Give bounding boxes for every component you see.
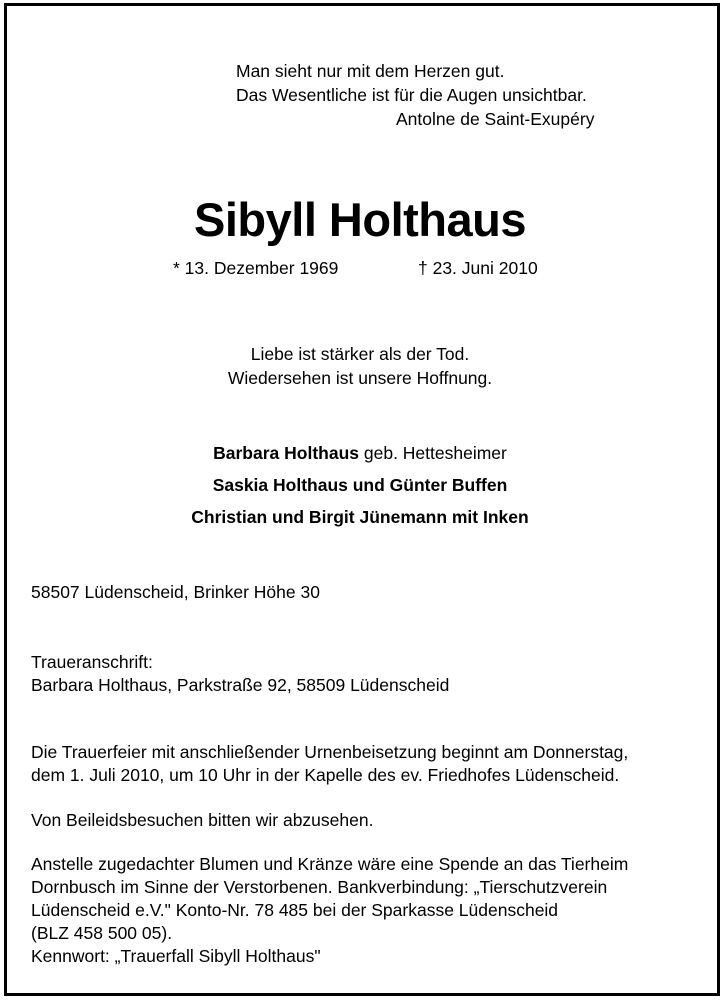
ceremony-line: Die Trauerfeier mit anschließender Urnenbeisetzung beginnt am Donnerstag,: [31, 742, 629, 762]
donation-line: Kennwort: „Trauerfall Sibyll Holthaus": [31, 946, 321, 966]
donation-line: Anstelle zugedachter Blumen und Kränze wäre eine Spende an das Tierheim: [31, 854, 629, 874]
death-date: † 23. Juni 2010: [418, 258, 538, 278]
mourners-list: [0, 437, 720, 533]
ceremony-line: dem 1. Juli 2010, um 10 Uhr in der Kapelle des ev. Friedhofes Lüdenscheid.: [31, 765, 620, 785]
middle-quote: [0, 342, 720, 390]
opening-quote: [236, 59, 594, 131]
condolence-line: Von Beileidsbesuchen bitten wir abzusehen.: [31, 810, 374, 830]
donation-line: (BLZ 458 500 05).: [31, 923, 173, 943]
quote-line: Man sieht nur mit dem Herzen gut.: [236, 61, 505, 81]
mourner-note: geb. Hettesheimer: [363, 443, 507, 463]
mourner-name: Barbara Holthaus: [213, 443, 359, 463]
donation-info: [31, 853, 628, 968]
mourning-address: [31, 651, 449, 697]
quote-author: Antolne de Saint-Exupéry: [396, 109, 595, 129]
mourner-line: Christian und Birgit Jünemann mit Inken: [191, 507, 529, 527]
mourner-line: Saskia Holthaus und Günter Buffen: [212, 475, 508, 495]
quote-line: Das Wesentliche ist für die Augen unsichtbar.: [236, 85, 587, 105]
donation-line: Lüdenscheid e.V." Konto-Nr. 78 485 bei der Sparkasse Lüdenscheid: [31, 900, 559, 920]
donation-line: Dornbusch im Sinne der Verstorbenen. Bankverbindung: „Tierschutzverein: [31, 877, 608, 897]
family-address: [31, 581, 320, 604]
address-line: 58507 Lüdenscheid, Brinker Höhe 30: [31, 582, 320, 602]
quote-line: Wiedersehen ist unsere Hoffnung.: [227, 368, 493, 388]
ceremony-info: [31, 741, 628, 787]
mourner-line: [0, 437, 720, 469]
birth-date: * 13. Dezember 1969: [173, 258, 339, 278]
condolence-note: [31, 809, 373, 832]
quote-line: Liebe ist stärker als der Tod.: [250, 344, 470, 364]
mourning-address-line: Barbara Holthaus, Parkstraße 92, 58509 Lüdenscheid: [31, 675, 450, 695]
deceased-name: Sibyll Holthaus: [194, 193, 526, 246]
mourning-address-label: Traueranschrift:: [31, 652, 153, 672]
